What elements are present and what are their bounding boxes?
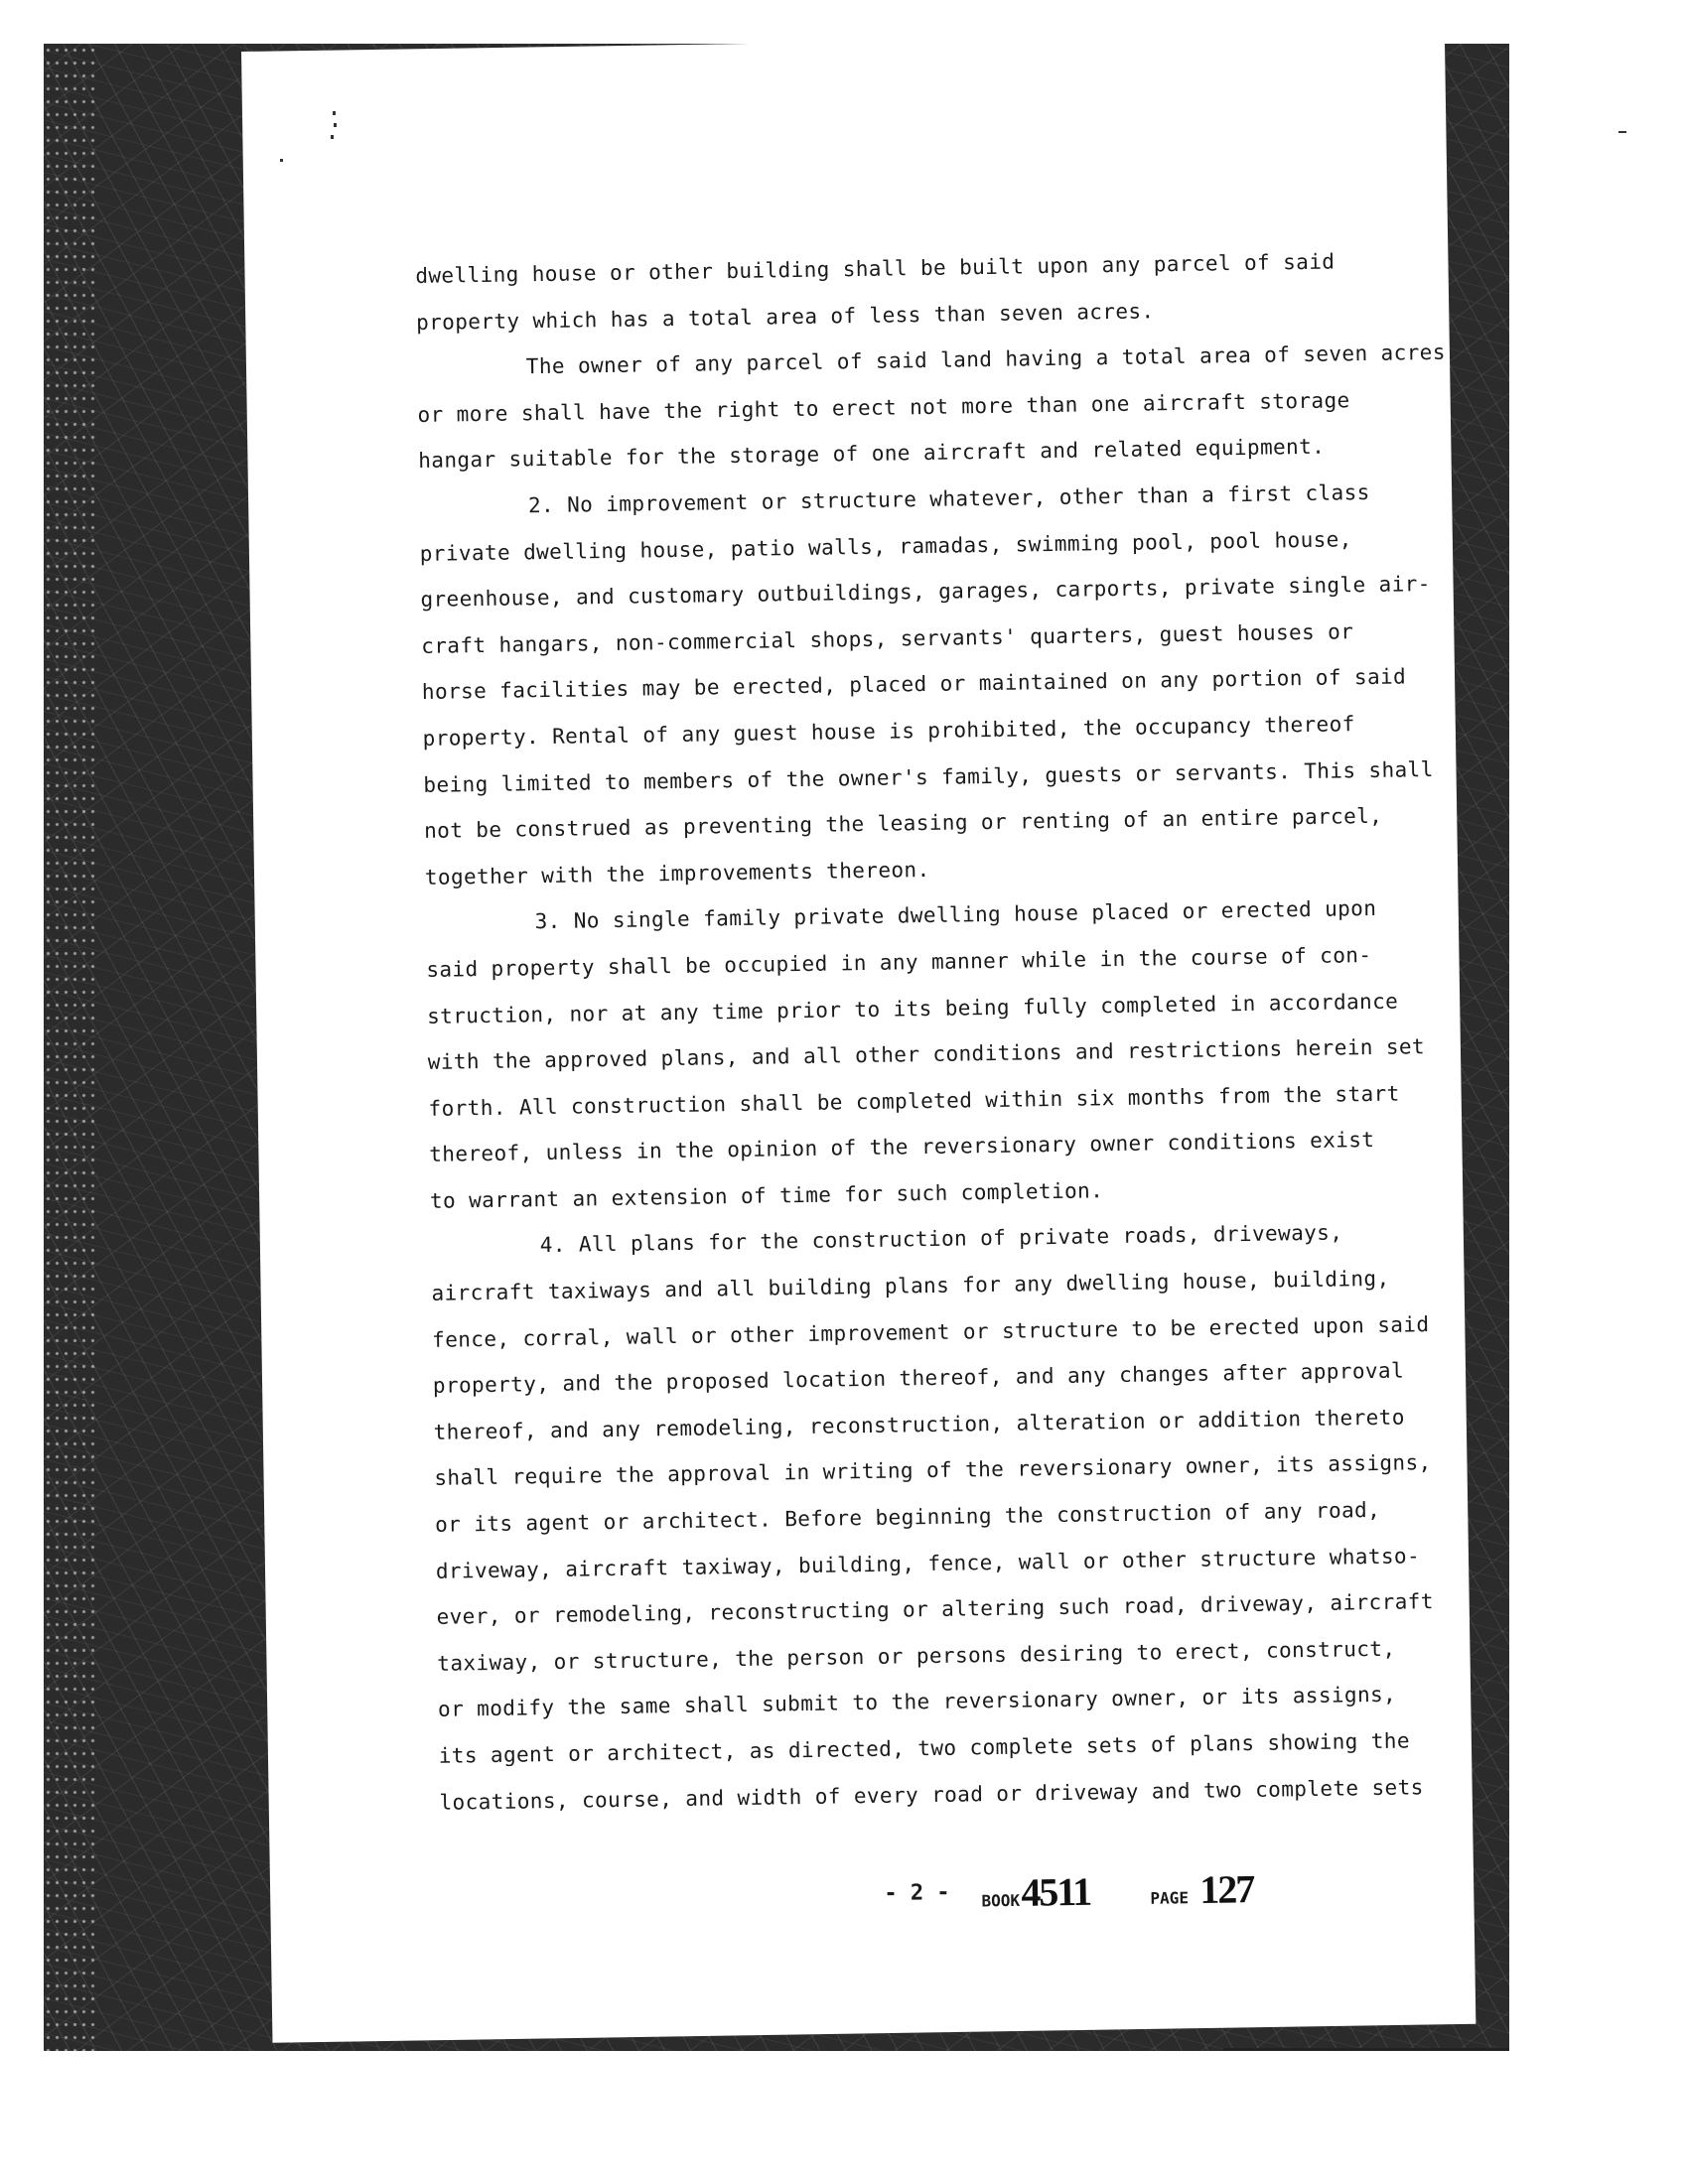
text-line: being limited to members of the owner's family, guests or servants. This shall bbox=[423, 756, 1434, 797]
scan-mark bbox=[280, 159, 283, 162]
scan-mark bbox=[1618, 131, 1626, 133]
page-footer bbox=[884, 1863, 1361, 1931]
text-line: taxiway, or structure, the person or persons desiring to erect, construct, bbox=[437, 1636, 1396, 1676]
text-line: with the approved plans, and all other conditions and restrictions herein set bbox=[427, 1034, 1426, 1074]
text-line: forth. All construction shall be completed within six months from the start bbox=[428, 1081, 1400, 1121]
text-line: not be construed as preventing the leasing or renting of an entire parcel, bbox=[423, 803, 1383, 844]
text-line: said property shall be occupied in any manner while in the course of con- bbox=[426, 942, 1372, 982]
text-line: thereof, unless in the opinion of the reversionary owner conditions exist bbox=[429, 1128, 1375, 1167]
text-line: driveway, aircraft taxiway, building, fence, wall or other structure whatso- bbox=[435, 1543, 1421, 1583]
text-line: or more shall have the right to erect not more than one aircraft storage bbox=[417, 388, 1350, 427]
text-line: horse facilities may be erected, placed or maintained on any portion of said bbox=[421, 664, 1407, 705]
text-line: property. Rental of any guest house is prohibited, the occupancy thereof bbox=[422, 712, 1355, 751]
text-line: craft hangars, non-commercial shops, servants' quarters, guest houses or bbox=[421, 618, 1354, 658]
text-line: to warrant an extension of time for such completion. bbox=[429, 1178, 1104, 1213]
section-3-heading-line: 3. No single family private dwelling house placed or erected upon bbox=[534, 896, 1377, 934]
text-line: struction, nor at any time prior to its being fully completed in accordance bbox=[426, 989, 1399, 1028]
page-stamp-label: PAGE bbox=[1150, 1888, 1190, 1908]
text-line: or its agent or architect. Before beginning the construction of any road, bbox=[434, 1497, 1381, 1537]
text-line: or modify the same shall submit to the reversionary owner, or its assigns, bbox=[437, 1683, 1397, 1722]
text-line: dwelling house or other building shall be built upon any parcel of said bbox=[415, 249, 1336, 288]
text-line: property, and the proposed location thereof, and any changes after approval bbox=[432, 1358, 1405, 1399]
text-line: its agent or architect, as directed, two complete sets of plans showing the bbox=[438, 1728, 1411, 1768]
text-line: greenhouse, and customary outbuildings, garages, carports, private single air- bbox=[420, 572, 1431, 613]
scan-mark bbox=[331, 135, 334, 139]
text-line: private dwelling house, patio walls, ramadas, swimming pool, pool house, bbox=[419, 526, 1352, 566]
text-line: fence, corral, wall or other improvement or structure to be erected upon said bbox=[432, 1311, 1430, 1352]
text-line: property which has a total area of less than seven acres. bbox=[415, 298, 1155, 335]
text-line: thereof, and any remodeling, reconstruction, alteration or addition thereto bbox=[433, 1405, 1405, 1444]
section-4-heading-line: 4. All plans for the construction of private roads, driveways, bbox=[539, 1220, 1343, 1258]
book-stamp-label: BOOK bbox=[981, 1890, 1021, 1911]
scan-speckle-edge bbox=[44, 44, 95, 2051]
book-stamp-number: 4511 bbox=[1020, 1868, 1091, 1915]
section-2-heading-line: 2. No improvement or structure whatever, other than a first class bbox=[527, 479, 1370, 518]
scan-mark bbox=[333, 111, 336, 115]
document-body bbox=[415, 238, 1446, 1826]
text-line: together with the improvements thereon. bbox=[424, 857, 930, 889]
page-number: - 2 - bbox=[884, 1879, 950, 1906]
scan-mark bbox=[334, 123, 337, 127]
text-line: ever, or remodeling, reconstructing or altering such road, driveway, aircraft bbox=[436, 1589, 1434, 1630]
text-line: aircraft taxiways and all building plans for any dwelling house, building, bbox=[431, 1266, 1390, 1305]
text-line: shall require the approval in writing of the reversionary owner, its assigns, bbox=[434, 1450, 1432, 1491]
text-line: locations, course, and width of every road or driveway and two complete sets bbox=[439, 1774, 1424, 1815]
page-stamp-number: 127 bbox=[1198, 1866, 1254, 1912]
paragraph-first-line: The owner of any parcel of said land having a total area of seven acres bbox=[525, 340, 1446, 379]
text-line: hangar suitable for the storage of one aircraft and related equipment. bbox=[418, 435, 1326, 474]
bottom-rule bbox=[1223, 2048, 1509, 2051]
